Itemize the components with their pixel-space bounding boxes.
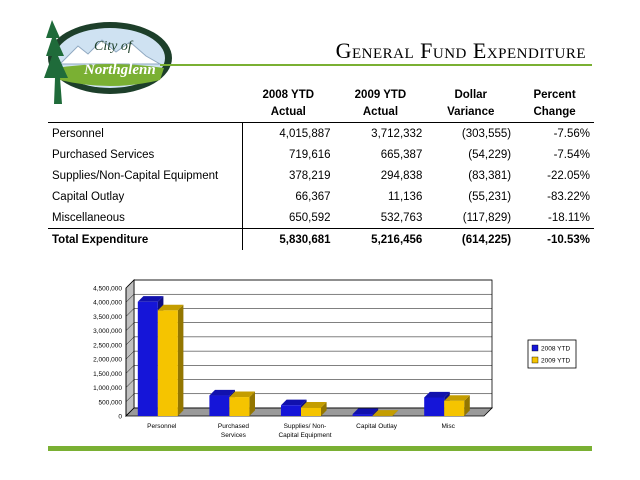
bar-side [178,305,184,416]
y-tick-label: 1,500,000 [93,370,122,378]
x-tick-label: Personnel [147,423,177,430]
cell-change: -83.22% [547,190,590,203]
cell-variance: (303,555) [426,123,515,145]
expenditure-table [48,86,594,250]
bar-3-0 [353,414,373,416]
legend-swatch [532,357,538,363]
bar-1-1 [229,397,249,416]
title-divider [160,64,592,66]
table-row [48,207,594,229]
bar-4-1 [444,401,464,416]
total-2008: 5,830,681 [242,229,335,251]
bar-0-0 [138,302,158,416]
x-tick-label: Misc [441,423,455,430]
table-row [48,123,594,145]
footer-divider [48,446,592,451]
cell-change: -18.11% [548,211,590,224]
cell-variance: (117,829) [462,211,512,224]
cell-2008: 378,219 [288,169,331,182]
legend-swatch [532,345,538,351]
total-row [48,229,594,251]
y-tick-label: 3,000,000 [93,328,122,336]
header-blank [48,86,242,123]
cell-2009: 11,136 [388,190,423,203]
bar-2-1 [301,408,321,416]
cell-variance: (55,231) [468,190,512,203]
x-tick-label: Capital Outlay [356,423,398,430]
cell-variance: (54,229) [468,148,512,161]
cell-2008: 719,616 [288,148,331,161]
logo-line1: City of [94,39,132,54]
y-tick-label: 4,500,000 [93,285,122,293]
y-tick-label: 2,000,000 [93,356,122,364]
plot-back-wall [134,280,492,408]
cell-change: -7.54% [553,148,590,161]
cell-change: -7.56% [515,123,594,145]
total-2009: 5,216,456 [335,229,427,251]
expenditure-chart [80,278,590,446]
bar-2-0 [281,405,301,416]
header-change: Percent Change [533,89,576,118]
cell-2009: 294,838 [380,169,423,182]
total-variance: (614,225) [426,229,515,251]
cell-2008: 66,367 [295,190,331,203]
x-tick-label: Capital Equipment [278,432,332,439]
header-2008: 2008 YTD Actual [262,89,315,118]
legend-label: 2008 YTD [541,345,571,353]
cell-2008: 650,592 [288,211,331,224]
y-tick-label: 0 [118,413,122,421]
table-row [48,144,594,165]
bar-0-1 [158,310,178,416]
logo-line2: Northglenn [84,62,156,78]
x-tick-label: Supplies/ Non- [283,423,327,430]
table-row [48,186,594,207]
legend-label: 2009 YTD [541,357,571,365]
x-tick-label: Services [220,432,246,439]
cell-2008: 4,015,887 [242,123,335,145]
y-tick-label: 3,500,000 [93,313,122,321]
total-label: Total Expenditure [48,229,242,251]
y-tick-label: 4,000,000 [93,299,122,307]
y-tick-label: 2,500,000 [93,342,122,350]
row-label: Miscellaneous [48,207,242,229]
cell-2009: 3,712,332 [335,123,427,145]
bar-4-0 [424,397,444,416]
header-variance: Dollar Variance [447,89,495,118]
cell-change: -22.05% [547,169,590,182]
y-tick-label: 500,000 [98,399,122,407]
page-title: General Fund Expenditure [335,38,586,63]
cell-variance: (83,381) [468,169,512,182]
plot-side-wall [126,280,134,416]
cell-2009: 532,763 [380,211,423,224]
cell-2009: 665,387 [380,148,423,161]
table-row [48,165,594,186]
y-tick-label: 1,000,000 [93,385,122,393]
row-label: Personnel [48,123,242,145]
table-header-row [48,86,594,123]
bar-1-0 [209,396,229,416]
row-label: Purchased Services [48,144,242,165]
row-label: Capital Outlay [48,186,242,207]
total-change: -10.53% [515,229,594,251]
header-2009: 2009 YTD Actual [354,89,407,118]
x-tick-label: Purchased [217,423,249,430]
row-label: Supplies/Non-Capital Equipment [48,165,242,186]
